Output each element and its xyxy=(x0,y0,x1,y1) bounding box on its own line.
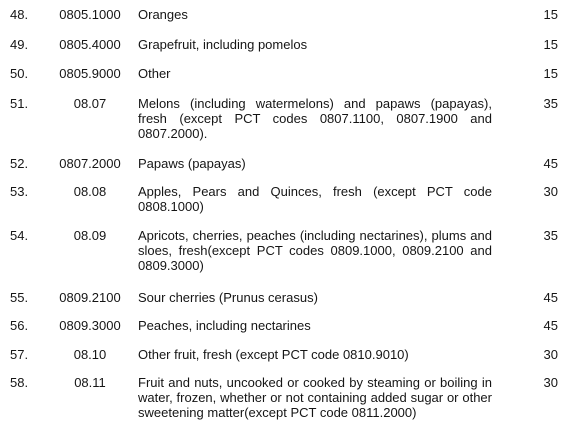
pct-code: 0809.2100 xyxy=(59,290,121,305)
serial-number: 54. xyxy=(10,228,29,243)
description: Grapefruit, including pomelos xyxy=(138,37,308,52)
pct-code: 08.07 xyxy=(73,96,107,111)
pct-code: 08.08 xyxy=(73,184,107,199)
duty-rate: 45 xyxy=(543,290,558,305)
serial-number: 50. xyxy=(10,66,29,81)
pct-code: 08.09 xyxy=(73,228,107,243)
duty-rate: 15 xyxy=(543,37,558,52)
duty-rate: 30 xyxy=(543,184,558,199)
pct-code: 0805.4000 xyxy=(59,37,121,52)
pct-code: 0809.3000 xyxy=(59,318,121,333)
serial-number: 55. xyxy=(10,290,29,305)
duty-rate: 15 xyxy=(543,66,558,81)
serial-number: 51. xyxy=(10,96,29,111)
description: Fruit and nuts, uncooked or cooked by steaming or boiling in water, frozen, whether or not containing added sugar or other sweetening matter(except PCT code 0811.2000) xyxy=(138,375,492,420)
serial-number: 56. xyxy=(10,318,29,333)
serial-number: 57. xyxy=(10,347,29,362)
description: Peaches, including nectarines xyxy=(138,318,311,333)
duty-rate: 30 xyxy=(543,347,558,362)
pct-code: 0805.9000 xyxy=(59,66,121,81)
duty-rate: 45 xyxy=(543,156,558,171)
serial-number: 53. xyxy=(10,184,29,199)
pct-code: 08.11 xyxy=(74,375,106,390)
serial-number: 52. xyxy=(10,156,29,171)
description: Melons (including watermelons) and papaws (papayas), fresh (except PCT codes 0807.1100, 0807.1900 and 0807.2000). xyxy=(138,96,492,141)
pct-code: 0807.2000 xyxy=(59,156,121,171)
description: Other fruit, fresh (except PCT code 0810.9010) xyxy=(138,347,409,362)
serial-number: 58. xyxy=(10,375,29,390)
duty-rate: 30 xyxy=(543,375,558,390)
description: Papaws (papayas) xyxy=(138,156,246,171)
duty-rate: 35 xyxy=(543,96,558,111)
description: Oranges xyxy=(138,7,188,22)
duty-rate: 35 xyxy=(543,228,558,243)
serial-number: 48. xyxy=(10,7,29,22)
description: Sour cherries (Prunus cerasus) xyxy=(138,290,318,305)
pct-code: 0805.1000 xyxy=(59,7,121,22)
serial-number: 49. xyxy=(10,37,29,52)
description: Other xyxy=(138,66,171,81)
pct-code: 08.10 xyxy=(73,347,107,362)
description: Apricots, cherries, peaches (including nectarines), plums and sloes, fresh(except PCT codes 0809.1000, 0809.2100 and 0809.3000) xyxy=(138,228,492,273)
duty-rate: 15 xyxy=(543,7,558,22)
duty-rate: 45 xyxy=(543,318,558,333)
description: Apples, Pears and Quinces, fresh (except PCT code 0808.1000) xyxy=(138,184,492,214)
